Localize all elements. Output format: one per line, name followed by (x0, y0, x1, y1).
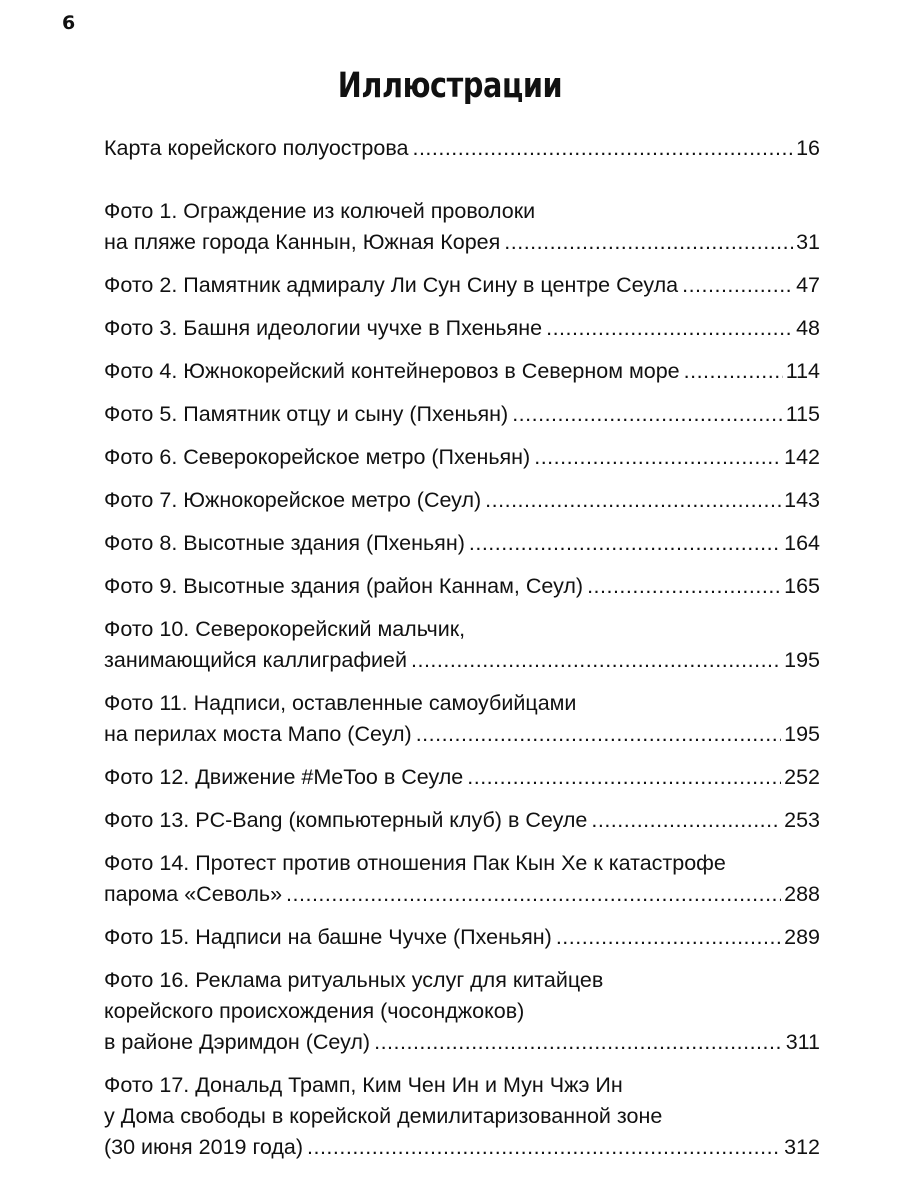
toc-entry-text: Фото 3. Башня идеологии чучхе в Пхеньяне (104, 316, 543, 340)
dot-leader (286, 879, 781, 910)
dot-leader (546, 313, 793, 344)
toc-entry (104, 399, 820, 430)
toc-entry (104, 528, 820, 559)
toc-entry-line (104, 485, 820, 516)
toc-page-number: 288 (784, 882, 820, 906)
dot-leader (485, 485, 781, 516)
toc-entry-line (104, 719, 820, 750)
toc-entry-text: Фото 15. Надписи на башне Чучхе (Пхеньян) (104, 925, 552, 949)
toc-page-number: 164 (784, 531, 820, 555)
toc-entry (104, 270, 820, 301)
illustrations-list (104, 133, 820, 1175)
toc-entry-text: Фото 8. Высотные здания (Пхеньян) (104, 531, 465, 555)
toc-entry-text: Фото 16. Реклама ритуальных услуг для китайцев (104, 968, 604, 992)
dot-leader (591, 805, 781, 836)
toc-page-number: 195 (784, 648, 820, 672)
dot-leader (469, 528, 781, 559)
toc-page-number: 47 (796, 273, 820, 297)
toc-page-number: 165 (784, 574, 820, 598)
toc-page-number: 253 (784, 808, 820, 832)
toc-entry-text: Фото 11. Надписи, оставленные самоубийцами (104, 691, 577, 715)
toc-entry-text: Фото 6. Северокорейское метро (Пхеньян) (104, 445, 531, 469)
page-number: 6 (62, 12, 76, 34)
toc-entry (104, 762, 820, 793)
toc-page-number: 31 (796, 230, 820, 254)
toc-page-number: 312 (784, 1135, 820, 1159)
dot-leader (512, 399, 783, 430)
toc-entry (104, 688, 820, 750)
toc-entry-line (104, 356, 820, 387)
toc-entry-text: Фото 1. Ограждение из колючей проволоки (104, 199, 536, 223)
dot-leader (411, 645, 781, 676)
dot-leader (467, 762, 781, 793)
toc-page-number: 115 (785, 402, 820, 426)
toc-entry-line (104, 614, 820, 645)
dot-leader (682, 270, 793, 301)
toc-entry (104, 196, 820, 258)
toc-entry-text: Фото 4. Южнокорейский контейнеровоз в Северном море (104, 359, 680, 383)
toc-entry-line (104, 645, 820, 676)
toc-entry-line (104, 571, 820, 602)
toc-entry-line (104, 965, 820, 996)
toc-entry-text: Фото 12. Движение #MeToo в Сеуле (104, 765, 464, 789)
toc-entry-text: корейского происхождения (чосонджоков) (104, 999, 525, 1023)
toc-entry-text: Фото 5. Памятник отцу и сыну (Пхеньян) (104, 402, 509, 426)
toc-entry-line (104, 1101, 820, 1132)
toc-entry-text: Фото 9. Высотные здания (район Каннам, Сеул) (104, 574, 584, 598)
toc-entry-line (104, 1132, 820, 1163)
toc-entry-line (104, 1070, 820, 1101)
toc-page-number: 289 (784, 925, 820, 949)
dot-leader (534, 442, 781, 473)
toc-entry-text: занимающийся каллиграфией (104, 648, 407, 672)
dot-leader (374, 1027, 783, 1058)
toc-page-number: 114 (785, 359, 820, 383)
toc-entry-line (104, 528, 820, 559)
toc-entry-line (104, 270, 820, 301)
toc-entry (104, 442, 820, 473)
toc-entry (104, 133, 820, 164)
toc-entry-line (104, 313, 820, 344)
toc-entry (104, 485, 820, 516)
toc-page-number: 48 (796, 316, 820, 340)
toc-entry-text: парома «Севоль» (104, 882, 283, 906)
toc-entry-text: Фото 13. PC-Bang (компьютерный клуб) в Сеуле (104, 808, 588, 832)
toc-entry-text: Фото 7. Южнокорейское метро (Сеул) (104, 488, 482, 512)
toc-entry-line (104, 848, 820, 879)
toc-page-number: 252 (784, 765, 820, 789)
toc-entry-line (104, 805, 820, 836)
dot-leader (504, 227, 793, 258)
toc-entry-text: Фото 2. Памятник адмиралу Ли Сун Сину в центре Сеула (104, 273, 679, 297)
dot-leader (412, 133, 793, 164)
toc-entry-text: Фото 14. Протест против отношения Пак Кын Хе к катастрофе (104, 851, 726, 875)
toc-entry (104, 848, 820, 910)
dot-leader (684, 356, 783, 387)
toc-entry-text: на перилах моста Мапо (Сеул) (104, 722, 412, 746)
toc-page-number: 143 (784, 488, 820, 512)
page-title: Иллюстрации (337, 66, 563, 106)
dot-leader (587, 571, 781, 602)
toc-entry-line (104, 133, 820, 164)
toc-entry (104, 571, 820, 602)
toc-entry-line (104, 399, 820, 430)
toc-entry (104, 614, 820, 676)
toc-entry-text: на пляже города Каннын, Южная Корея (104, 230, 501, 254)
toc-entry-line (104, 762, 820, 793)
toc-entry-line (104, 442, 820, 473)
toc-entry-line (104, 996, 820, 1027)
dot-leader (556, 922, 781, 953)
toc-page-number: 311 (785, 1030, 820, 1054)
toc-entry-line (104, 1027, 820, 1058)
toc-entry-text: Фото 10. Северокорейский мальчик, (104, 617, 466, 641)
toc-page-number: 16 (796, 136, 820, 160)
toc-entry (104, 356, 820, 387)
toc-page-number: 142 (784, 445, 820, 469)
toc-entry-line (104, 922, 820, 953)
dot-leader (416, 719, 781, 750)
toc-entry-line (104, 196, 820, 227)
toc-entry-text: Фото 17. Дональд Трамп, Ким Чен Ин и Мун Чжэ Ин (104, 1073, 623, 1097)
toc-entry (104, 805, 820, 836)
toc-entry-line (104, 227, 820, 258)
toc-entry (104, 965, 820, 1058)
toc-entry-text: у Дома свободы в корейской демилитаризованной зоне (104, 1104, 663, 1128)
toc-entry (104, 313, 820, 344)
toc-entry-text: (30 июня 2019 года) (104, 1135, 303, 1159)
toc-entry-text: Карта корейского полуострова (104, 136, 409, 160)
toc-entry (104, 1070, 820, 1163)
toc-page-number: 195 (784, 722, 820, 746)
toc-entry (104, 922, 820, 953)
toc-entry-text: в районе Дэримдон (Сеул) (104, 1030, 371, 1054)
toc-entry-line (104, 688, 820, 719)
toc-entry-line (104, 879, 820, 910)
dot-leader (307, 1132, 781, 1163)
